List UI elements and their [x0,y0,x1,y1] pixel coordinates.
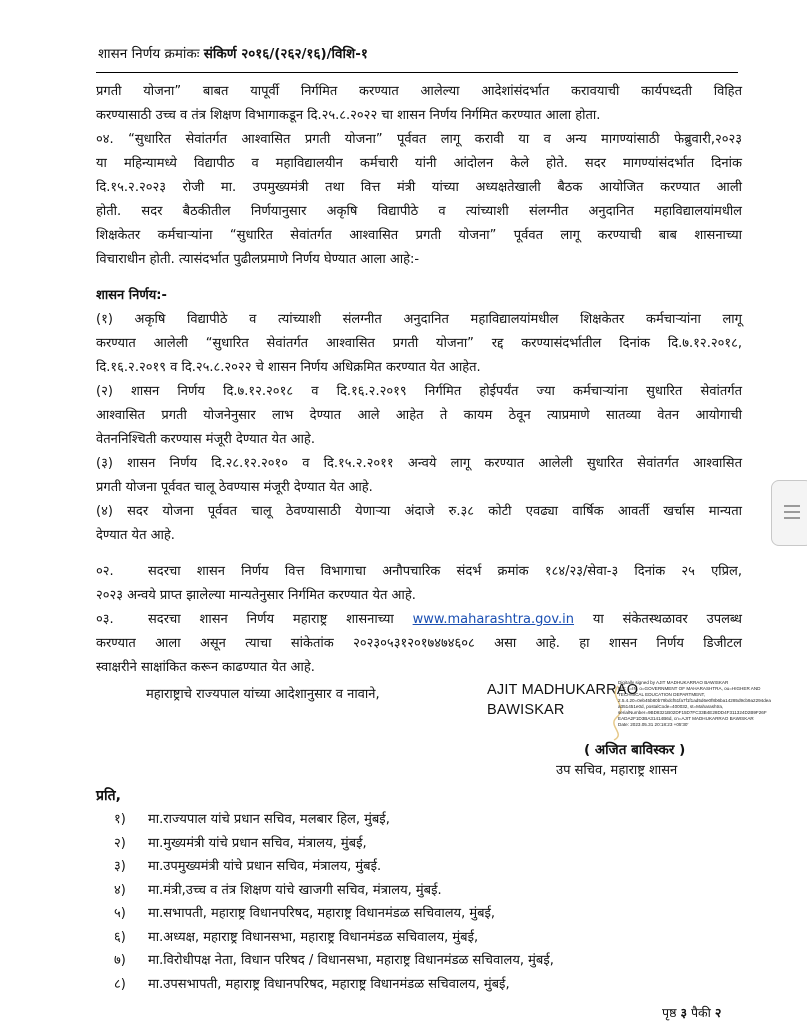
body-line: करण्यासाठी उच्च व तंत्र शिक्षण विभागाकडून दि.२५.८.२०२२ चा शासन निर्णय निर्गमित करण्यात आला होता. [96,108,601,123]
list-item: ६) मा.अध्यक्ष, महाराष्ट्र विधानसभा, महाराष्ट्र विधानमंडळ सचिवालय, मुंबई, [114,929,479,945]
handle-grip-icon [784,505,800,507]
list-item: ७) मा.विरोधीपक्ष नेता, विधान परिषद / विधानसभा, महाराष्ट्र विधानमंडळ सचिवालय, मुंबई, [114,953,554,968]
side-panel-handle[interactable] [771,480,807,546]
signer-name-line: AJIT MADHUKARRAO [487,682,639,698]
signer-name-line: BAWISKAR [487,702,565,718]
body-line: दि.१५.२.२०२३ रोजी मा. उपमुख्यमंत्री तथा वित्त मंत्री यांच्या अध्यक्षतेखाली बैठक आयोजित करण्यात आली [96,180,742,195]
para-text: सदरचा शासन निर्णय महाराष्ट्र शासनाच्या [148,612,394,627]
para-03-line: स्वाक्षरीने साक्षांकित करून काढण्यात येत आहे. [96,660,315,675]
recipients-heading: प्रति, [96,788,121,804]
decision-line: (४) सदर योजना पूर्ववत चालू ठेवण्यासाठी येणाऱ्या अंदाजे रु.३८ कोटी एवढ्या वार्षिक आवर्ती खर्चास मान्यता [96,504,742,519]
decision-line: आश्वासित प्रगती योजनेनुसार लाभ देण्यात आले आहेत ते कायम ठेवून त्याप्रमाणे सातव्या वेतन आयोगाची [96,408,742,423]
recipients-list [114,808,554,996]
list-item: २) मा.मुख्यमंत्री यांचे प्रधान सचिव, मंत्रालय, मुंबई, [114,835,367,851]
page-number: पृष्ठ ३ पैकी २ [662,1005,722,1020]
document-body [96,80,742,680]
decision-line: (३) शासन निर्णय दि.२८.१२.२०१० व दि.१५.२.२०११ अन्वये लागू करण्यात आलेली सुधारित सेवांतर्गत आश्वासित [96,456,742,471]
page-header [98,44,738,62]
list-item: ३) मा.उपमुख्यमंत्री यांचे प्रधान सचिव, मंत्रालय, मुंबई. [114,859,382,874]
list-item: १) मा.राज्यपाल यांचे प्रधान सचिव, मलबार हिल, मुंबई, [114,812,390,827]
decision-line: (१) अकृषि विद्यापीठे व त्यांच्याशी संलग्नीत अनुदानित महाविद्यालयांमधील शिक्षकेतर कर्मचाऱ्यांना लागू [96,312,742,327]
decision-line: करण्यात आलेली “सुधारित सेवांतर्गत आश्वासित प्रगती योजना” रद्द करण्यासंदर्भातील दिनांक दि.७.१२.२०१८, [96,336,742,351]
para-02-line: २०२३ अन्वये प्राप्त झालेल्या मान्यतेनुसार निर्गमित करण्यात येत आहे. [96,588,416,603]
gr-number: संकिर्ण २०१६/(२६२/१६)/विशि-१ [203,46,368,62]
para-02-line [96,560,742,584]
body-line: प्रगती योजना” बाबत यापूर्वी निर्गमित करण्यात आलेल्या आदेशांसंदर्भात करावयाची कार्यपध्दती विहित [96,84,742,99]
body-line: ०४. “सुधारित सेवांतर्गत आश्वासित प्रगती योजना” पूर्ववत लागू करावी या व अन्य मागण्यांसाठी फेब्रुवारी,२०२३ [96,132,742,147]
para-text: या संकेतस्थळावर उपलब्ध [592,612,742,627]
body-line: शिक्षकेतर कर्मचाऱ्यांना “सुधारित सेवांतर्गत आश्वासित प्रगती योजना” पूर्ववत लागू करण्याची बाब शासनाच्या [96,228,742,243]
decision-line: वेतननिश्चिती करण्यास मंजूरी देण्यात येत आहे. [96,432,315,447]
signer-name-marathi: ( अजित बाविस्कर ) [584,742,686,758]
para-03-line [96,608,742,632]
header-prefix: शासन निर्णय क्रमांकः [98,46,200,62]
decision-line: दि.१६.२.२०१९ व दि.२५.८.२०२२ चे शासन निर्णय अधिक्रमित करण्यात येत आहेत. [96,360,481,375]
decision-line: देण्यात येत आहे. [96,528,175,543]
para-text: सदरचा शासन निर्णय वित्त विभागाचा अनौपचारिक संदर्भ क्रमांक १८४/२३/सेवा-३ दिनांक २५ एप्रिल, [148,564,742,579]
digital-signature-details: Digitally signed by AJIT MADHUKARRAO BAWISKAR DN: c=IN, o=GOVERNMENT OF MAHARASHTRA, ou=HIGHER AND TECHNICAL EDUCATION DEPARTMENT, 2.5.4.20=0eb45b80b79bdcf51fa7f1f1ad5d6e0f8b6ba14285d9cb9a2294dea a351451e0d, postalCode=400032, st=Maharashtra, serialNumber=9BD8321B02DF15D7FC33B4E28DD4F311324D2B9F26F EADA2F1D3BA31414B6d, cn=AJIT MADHUKARRAO BAWISKAR Date: 2023.05.31 20:18:23 +05'30' [618,680,771,727]
header-divider [96,72,738,73]
list-item: ५) मा.सभापती, महाराष्ट्र विधानपरिषद, महाराष्ट्र विधानमंडळ सचिवालय, मुंबई, [114,906,496,921]
list-item: ४) मा.मंत्री,उच्च व तंत्र शिक्षण यांचे खाजगी सचिव, मंत्रालय, मुंबई. [114,882,442,898]
governor-order-line: महाराष्ट्राचे राज्यपाल यांच्या आदेशानुसार व नावाने, [146,687,380,702]
decision-line: प्रगती योजना पूर्ववत चालू ठेवण्यास मंजूरी देण्यात येत आहे. [96,480,373,495]
body-line: विचाराधीन होती. त्यासंदर्भात पुढीलप्रमाणे निर्णय घेण्यात आला आहे:- [96,252,420,267]
signature-block [96,680,771,778]
signer-designation: उप सचिव, महाराष्ट्र शासन [556,763,678,778]
para-03-line: करण्यात आला असून त्याचा सांकेतांक २०२३०५३१२०१७४७४६०८ असा आहे. हा शासन निर्णय डिजीटल [96,636,742,651]
decision-line: (२) शासन निर्णय दि.७.१२.२०१८ व दि.१६.२.२०१९ निर्गमित होईपर्यंत ज्या कर्मचाऱ्यांना सुधारित सेवांतर्गत [96,384,742,399]
list-item: ८) मा.उपसभापती, महाराष्ट्र विधानपरिषद, महाराष्ट्र विधानमंडळ सचिवालय, मुंबई, [114,976,510,992]
decision-heading: शासन निर्णय:- [96,288,167,303]
website-link[interactable]: www.maharashtra.gov.in [412,612,575,627]
para-number: ०३. [96,612,114,627]
body-line: होती. सदर बैठकीतील निर्णयानुसार अकृषि विद्यापीठे व त्यांच्याशी संलग्नीत अनुदानित महाविद्यालयांमधील [96,204,742,219]
body-line: या महिन्यामध्ये विद्यापीठ व महाविद्यालयीन कर्मचारी यांनी आंदोलन केले होते. सदर मागण्यांसंदर्भात दिनांक [96,156,742,171]
para-number: ०२. [96,564,114,579]
